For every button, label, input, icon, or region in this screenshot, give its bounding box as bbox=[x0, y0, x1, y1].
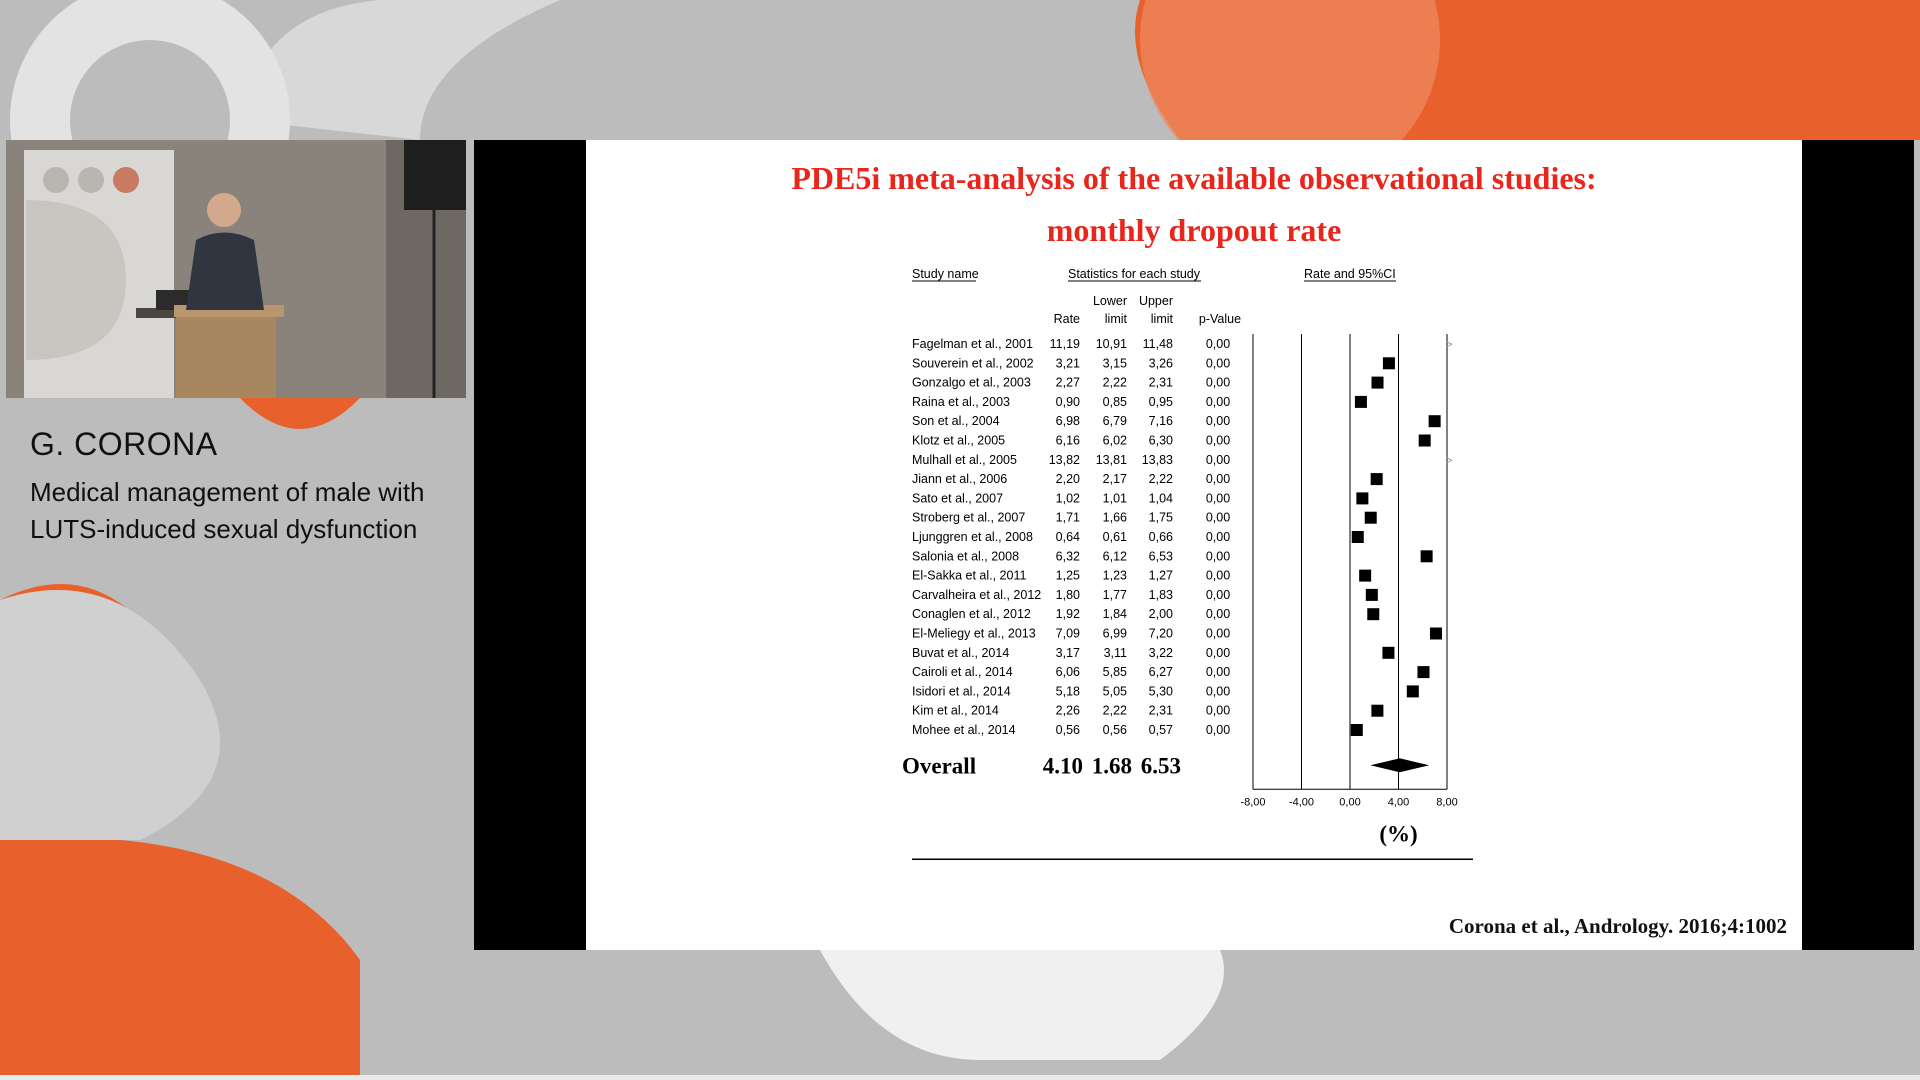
study-upper-20: 0,57 bbox=[1148, 723, 1173, 737]
study-name-15: El-Meliegy et al., 2013 bbox=[912, 626, 1036, 641]
study-upper-9: 1,75 bbox=[1148, 510, 1173, 525]
study-p-14: 0,00 bbox=[1205, 607, 1231, 622]
study-upper-8: 1,04 bbox=[1148, 491, 1173, 506]
study-name-17: Cairoli et al., 2014 bbox=[912, 665, 1013, 680]
study-marker-14 bbox=[1367, 608, 1379, 620]
study-marker-8 bbox=[1356, 492, 1368, 504]
study-marker-5 bbox=[1419, 435, 1431, 447]
study-name-14: Conaglen et al., 2012 bbox=[912, 607, 1031, 622]
study-p-19: 0,00 bbox=[1205, 703, 1231, 718]
study-name-13: Carvalheira et al., 2012 bbox=[912, 587, 1042, 602]
x-tick-label-2: 0,00 bbox=[1339, 796, 1361, 809]
x-tick-label-4: 8,00 bbox=[1436, 796, 1458, 809]
study-marker-16 bbox=[1382, 647, 1394, 659]
header-lower-1: Lower bbox=[1092, 294, 1127, 308]
study-p-3: 0,00 bbox=[1205, 394, 1231, 409]
study-marker-13 bbox=[1366, 589, 1378, 601]
slide-title-line-1: PDE5i meta-analysis of the available observational studies: bbox=[791, 160, 1597, 196]
study-upper-2: 2,31 bbox=[1148, 375, 1173, 390]
study-lower-15: 6,99 bbox=[1102, 626, 1127, 641]
speaker-head bbox=[207, 193, 241, 227]
study-upper-10: 0,66 bbox=[1148, 530, 1173, 544]
study-rate-8: 1,02 bbox=[1055, 491, 1080, 506]
study-rate-7: 2,20 bbox=[1055, 472, 1080, 487]
header-upper-1: Upper bbox=[1138, 294, 1173, 308]
study-name-1: Souverein et al., 2002 bbox=[912, 356, 1034, 371]
study-lower-19: 2,22 bbox=[1102, 703, 1127, 718]
study-rate-1: 3,21 bbox=[1055, 356, 1080, 371]
study-rate-9: 1,71 bbox=[1055, 510, 1080, 525]
study-rate-10: 0,64 bbox=[1055, 530, 1080, 544]
study-upper-4: 7,16 bbox=[1148, 414, 1173, 429]
study-upper-13: 1,83 bbox=[1148, 587, 1173, 602]
study-offscale-marker-0: > bbox=[1446, 339, 1453, 351]
x-unit-label: (%) bbox=[1379, 821, 1418, 847]
study-lower-0: 10,91 bbox=[1095, 337, 1127, 351]
study-p-1: 0,00 bbox=[1205, 356, 1231, 371]
study-name-18: Isidori et al., 2014 bbox=[912, 684, 1011, 699]
study-name-16: Buvat et al., 2014 bbox=[912, 645, 1010, 660]
study-marker-10 bbox=[1352, 531, 1364, 543]
study-upper-0: 11,48 bbox=[1142, 337, 1173, 351]
study-upper-11: 6,53 bbox=[1148, 549, 1173, 564]
study-upper-6: 13,83 bbox=[1141, 452, 1173, 467]
study-name-6: Mulhall et al., 2005 bbox=[912, 452, 1017, 467]
study-rate-6: 13,82 bbox=[1048, 452, 1080, 467]
study-upper-12: 1,27 bbox=[1148, 568, 1173, 583]
study-rate-3: 0,90 bbox=[1055, 394, 1080, 409]
study-name-19: Kim et al., 2014 bbox=[912, 703, 999, 718]
study-name-20: Mohee et al., 2014 bbox=[912, 723, 1016, 737]
header-upper-2: limit bbox=[1150, 312, 1173, 326]
study-lower-20: 0,56 bbox=[1102, 723, 1127, 737]
study-upper-14: 2,00 bbox=[1148, 607, 1173, 622]
study-name-5: Klotz et al., 2005 bbox=[912, 433, 1006, 448]
overall-lower: 1.68 bbox=[1091, 753, 1132, 779]
study-marker-20 bbox=[1351, 724, 1363, 736]
header-study: Study name bbox=[912, 267, 979, 281]
study-upper-19: 2,31 bbox=[1148, 703, 1173, 718]
study-lower-17: 5,85 bbox=[1102, 665, 1127, 680]
study-name-2: Gonzalgo et al., 2003 bbox=[912, 375, 1031, 390]
study-rate-11: 6,32 bbox=[1055, 549, 1080, 564]
study-marker-9 bbox=[1365, 512, 1377, 524]
x-tick-label-1: -4,00 bbox=[1288, 796, 1315, 809]
study-marker-19 bbox=[1371, 705, 1383, 717]
x-tick-label-3: 4,00 bbox=[1387, 796, 1410, 809]
study-lower-2: 2,22 bbox=[1102, 375, 1127, 390]
study-name-3: Raina et al., 2003 bbox=[912, 394, 1010, 409]
study-lower-4: 6,79 bbox=[1102, 414, 1127, 429]
study-rate-20: 0,56 bbox=[1055, 723, 1080, 737]
study-p-0: 0,00 bbox=[1205, 337, 1231, 351]
overall-label: Overall bbox=[902, 753, 977, 779]
x-tick-label-0: -8,00 bbox=[1240, 796, 1266, 809]
study-rate-18: 5,18 bbox=[1055, 684, 1080, 699]
speaker-video bbox=[6, 140, 466, 398]
study-marker-3 bbox=[1355, 396, 1367, 408]
study-rate-16: 3,17 bbox=[1055, 645, 1080, 660]
study-p-12: 0,00 bbox=[1205, 568, 1231, 583]
slide-title-line-2: monthly dropout rate bbox=[1046, 212, 1342, 248]
study-rate-15: 7,09 bbox=[1055, 626, 1080, 641]
study-p-17: 0,00 bbox=[1205, 665, 1231, 680]
study-rate-17: 6,06 bbox=[1055, 665, 1080, 680]
study-p-13: 0,00 bbox=[1205, 587, 1231, 602]
study-upper-7: 2,22 bbox=[1148, 472, 1173, 487]
study-lower-8: 1,01 bbox=[1102, 491, 1127, 506]
study-name-8: Sato et al., 2007 bbox=[912, 491, 1004, 506]
study-marker-7 bbox=[1371, 473, 1383, 485]
study-lower-11: 6,12 bbox=[1102, 549, 1127, 564]
study-rate-14: 1,92 bbox=[1055, 607, 1080, 622]
study-offscale-marker-6: > bbox=[1446, 454, 1453, 467]
study-name-11: Salonia et al., 2008 bbox=[912, 549, 1020, 564]
header-rate: Rate bbox=[1053, 312, 1080, 326]
header-ci: Rate and 95%CI bbox=[1304, 267, 1396, 281]
study-lower-1: 3,15 bbox=[1102, 356, 1127, 371]
study-name-9: Stroberg et al., 2007 bbox=[912, 510, 1026, 525]
speaker-name: G. CORONA bbox=[30, 426, 218, 462]
study-p-9: 0,00 bbox=[1205, 510, 1231, 525]
talk-title: Medical management of male with LUTS-induced sexual dysfunction bbox=[30, 477, 425, 544]
study-rate-12: 1,25 bbox=[1055, 568, 1080, 583]
study-lower-9: 1,66 bbox=[1102, 510, 1127, 525]
study-upper-1: 3,26 bbox=[1148, 356, 1173, 371]
study-marker-18 bbox=[1407, 685, 1419, 697]
study-rate-5: 6,16 bbox=[1055, 433, 1080, 448]
study-name-4: Son et al., 2004 bbox=[912, 414, 1000, 429]
study-lower-5: 6,02 bbox=[1102, 433, 1127, 448]
study-p-6: 0,00 bbox=[1205, 452, 1231, 467]
study-upper-15: 7,20 bbox=[1148, 626, 1173, 641]
study-p-8: 0,00 bbox=[1205, 491, 1231, 506]
study-p-16: 0,00 bbox=[1205, 645, 1231, 660]
overall-rate: 4.10 bbox=[1042, 753, 1083, 779]
study-p-11: 0,00 bbox=[1205, 549, 1231, 564]
study-lower-13: 1,77 bbox=[1102, 587, 1127, 602]
study-name-0: Fagelman et al., 2001 bbox=[912, 337, 1033, 351]
study-p-10: 0,00 bbox=[1205, 530, 1231, 544]
study-upper-16: 3,22 bbox=[1148, 645, 1173, 660]
study-name-10: Ljunggren et al., 2008 bbox=[912, 530, 1033, 544]
study-lower-16: 3,11 bbox=[1103, 645, 1127, 660]
study-marker-4 bbox=[1429, 415, 1441, 427]
loudspeaker bbox=[404, 140, 466, 210]
study-lower-14: 1,84 bbox=[1102, 607, 1127, 622]
study-p-15: 0,00 bbox=[1205, 626, 1231, 641]
header-stats: Statistics for each study bbox=[1068, 267, 1201, 281]
study-marker-1 bbox=[1383, 357, 1395, 369]
study-rate-13: 1,80 bbox=[1055, 587, 1080, 602]
podium bbox=[176, 310, 276, 398]
study-lower-7: 2,17 bbox=[1102, 472, 1127, 487]
overall-diamond bbox=[1370, 758, 1429, 772]
study-upper-5: 6,30 bbox=[1148, 433, 1173, 448]
study-marker-17 bbox=[1417, 666, 1429, 678]
study-p-18: 0,00 bbox=[1205, 684, 1231, 699]
study-p-5: 0,00 bbox=[1205, 433, 1231, 448]
study-lower-18: 5,05 bbox=[1102, 684, 1127, 699]
citation: Corona et al., Andrology. 2016;4:1002 bbox=[1448, 914, 1787, 938]
study-upper-17: 6,27 bbox=[1148, 665, 1173, 680]
study-p-20: 0,00 bbox=[1205, 723, 1231, 737]
study-marker-11 bbox=[1421, 550, 1433, 562]
study-lower-12: 1,23 bbox=[1102, 568, 1127, 583]
study-p-7: 0,00 bbox=[1205, 472, 1231, 487]
study-marker-12 bbox=[1359, 570, 1371, 582]
study-rate-2: 2,27 bbox=[1055, 375, 1080, 390]
study-p-4: 0,00 bbox=[1205, 414, 1231, 429]
study-name-12: El-Sakka et al., 2011 bbox=[912, 568, 1027, 583]
study-lower-6: 13,81 bbox=[1095, 452, 1127, 467]
overall-upper: 6.53 bbox=[1140, 753, 1181, 779]
study-lower-3: 0,85 bbox=[1102, 394, 1127, 409]
study-lower-10: 0,61 bbox=[1102, 530, 1127, 544]
study-upper-18: 5,30 bbox=[1148, 684, 1173, 699]
forest-plot bbox=[900, 262, 1500, 862]
speaker-body bbox=[186, 233, 264, 311]
study-rate-4: 6,98 bbox=[1055, 414, 1080, 429]
study-upper-3: 0,95 bbox=[1148, 394, 1173, 409]
study-p-2: 0,00 bbox=[1205, 375, 1231, 390]
study-marker-15 bbox=[1430, 628, 1442, 640]
header-lower-2: limit bbox=[1104, 312, 1127, 326]
study-rate-19: 2,26 bbox=[1055, 703, 1080, 718]
study-name-7: Jiann et al., 2006 bbox=[912, 472, 1008, 487]
study-marker-2 bbox=[1372, 377, 1384, 389]
study-rate-0: 11,19 bbox=[1049, 337, 1080, 351]
header-p: p-Value bbox=[1198, 312, 1242, 326]
